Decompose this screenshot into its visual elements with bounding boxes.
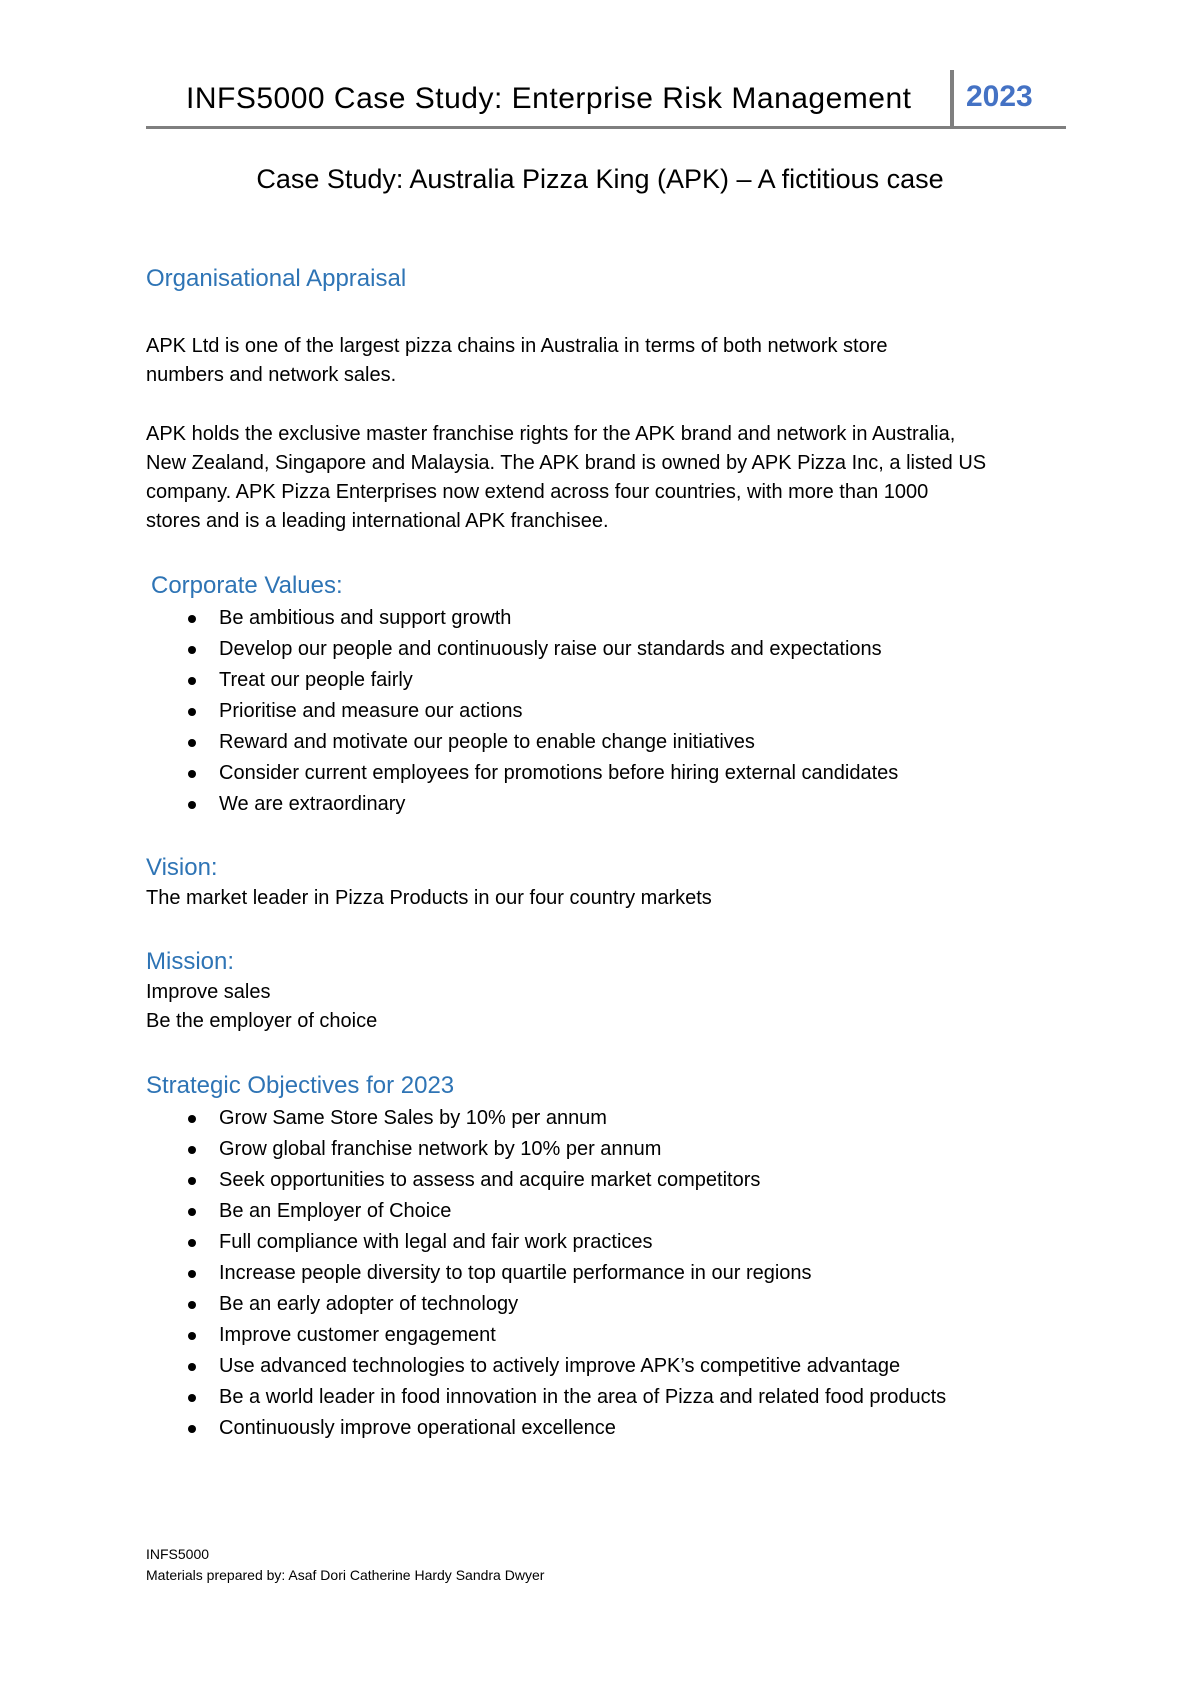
paragraph-line: stores and is a leading international APK franchisee. [146,510,609,532]
mission-heading: Mission: [146,948,235,975]
list-item: Reward and motivate our people to enable change initiatives [146,727,898,758]
list-item: Grow global franchise network by 10% per annum [146,1134,946,1165]
vision-text [146,884,1066,913]
appraisal-paragraph-2 [146,420,1066,536]
bullet-icon [188,739,196,747]
list-item: Be a world leader in food innovation in the area of Pizza and related food products [146,1382,946,1413]
paragraph-line: Be the employer of choice [146,1010,378,1032]
bullet-icon [188,1394,196,1402]
appraisal-paragraph-1 [146,332,1066,390]
header-title: INFS5000 Case Study: Enterprise Risk Management [186,82,912,115]
list-item: Prioritise and measure our actions [146,696,898,727]
list-item: Full compliance with legal and fair work practices [146,1227,946,1258]
paragraph-line: APK Ltd is one of the largest pizza chains in Australia in terms of both network store [146,335,888,357]
header-separator [950,70,954,126]
bullet-icon [188,1239,196,1247]
bullet-icon [188,770,196,778]
list-item: Use advanced technologies to actively improve APK’s competitive advantage [146,1351,946,1382]
bullet-icon [188,615,196,623]
bullet-icon [188,1208,196,1216]
bullet-icon [188,1115,196,1123]
bullet-icon [188,1363,196,1371]
bullet-icon [188,801,196,809]
header-year: 2023 [966,80,1033,113]
footer-prepared-by: Materials prepared by: Asaf Dori Catherine Hardy Sandra Dwyer [146,1567,545,1583]
list-item: Be an early adopter of technology [146,1289,946,1320]
bullet-icon [188,1177,196,1185]
list-item: We are extraordinary [146,789,898,820]
vision-heading: Vision: [146,854,218,881]
list-item: Be an Employer of Choice [146,1196,946,1227]
list-item: Increase people diversity to top quartile performance in our regions [146,1258,946,1289]
bullet-icon [188,1270,196,1278]
bullet-icon [188,1425,196,1433]
bullet-icon [188,1301,196,1309]
mission-text [146,978,1066,1036]
objectives-list [146,1103,946,1444]
list-item: Consider current employees for promotions before hiring external candidates [146,758,898,789]
bullet-icon [188,1332,196,1340]
bullet-icon [188,677,196,685]
footer-course: INFS5000 [146,1546,210,1562]
page-footer [146,1544,544,1586]
list-item: Be ambitious and support growth [146,603,898,634]
page-header [146,70,1066,128]
list-item: Continuously improve operational excellence [146,1413,946,1444]
paragraph-line: The market leader in Pizza Products in our four country markets [146,887,712,909]
objectives-heading: Strategic Objectives for 2023 [146,1072,455,1099]
case-title: Case Study: Australia Pizza King (APK) – A fictitious case [256,164,944,194]
bullet-icon [188,708,196,716]
list-item: Develop our people and continuously raise our standards and expectations [146,634,898,665]
list-item: Treat our people fairly [146,665,898,696]
bullet-icon [188,646,196,654]
list-item: Seek opportunities to assess and acquire market competitors [146,1165,946,1196]
paragraph-line: APK holds the exclusive master franchise rights for the APK brand and network in Australia, [146,423,956,445]
values-heading: Corporate Values: [151,572,343,599]
paragraph-line: numbers and network sales. [146,364,397,386]
paragraph-line: company. APK Pizza Enterprises now extend across four countries, with more than 1000 [146,481,929,503]
appraisal-heading: Organisational Appraisal [146,265,407,292]
paragraph-line: New Zealand, Singapore and Malaysia. The APK brand is owned by APK Pizza Inc, a listed US [146,452,987,474]
list-item: Improve customer engagement [146,1320,946,1351]
header-rule [146,126,1066,129]
values-list [146,603,898,820]
paragraph-line: Improve sales [146,981,271,1003]
list-item: Grow Same Store Sales by 10% per annum [146,1103,946,1134]
bullet-icon [188,1146,196,1154]
